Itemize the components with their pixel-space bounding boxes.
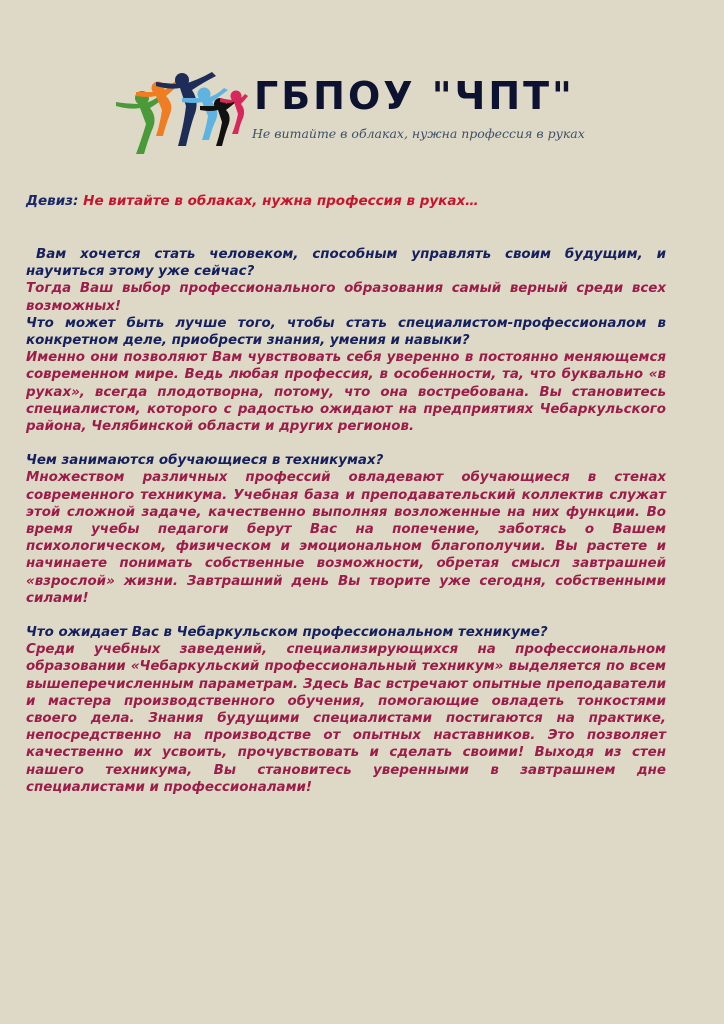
answer-paragraph: Среди учебных заведений, специализирующихся на профессиональном образовании «Чебаркульский профессиональный техникум» выделяется по всем вышеперечисленным параметрам. Здесь Вас встречают опытные преподаватели и мастера производственного обучения, помогающие овладеть тонкостями своего дела. Знания будущими специалистами постигаются на практике, непосредственно на производстве от опытных наставников. Это позволяет качественно их усвоить, прочувствовать и сделать своими! Выходя из стен нашего техникума, Вы становитесь уверенными в завтрашнем дне специалистами и профессионалами!	[26, 642, 666, 795]
motto-label: Девиз:	[26, 193, 79, 209]
motto-text: Не витайте в облаках, нужна профессия в руках…	[83, 193, 479, 209]
motto	[26, 193, 479, 209]
people-figures-icon	[112, 66, 248, 158]
paragraph-gap	[26, 435, 666, 452]
logo-title: ГБПОУ "ЧПТ"	[254, 74, 575, 118]
answer-paragraph: Множеством различных профессий овладевают обучающиеся в стенах современного техникума. Учебная база и преподавательский коллектив служат этой сложной задаче, качественно выполняя возложенные на них функции. Во время учебы педагоги берут Вас на попечение, заботясь о Вашем психологическом, физическом и эмоциональном благополучии. Вы растете и начинаете понимать собственные возможности, обретая смысл завтрашней «взрослой» жизни. Завтрашний день Вы творите уже сегодня, собственными силами!	[26, 470, 666, 606]
logo-slogan: Не витайте в облаках, нужна профессия в руках	[252, 126, 585, 141]
logo	[112, 66, 592, 162]
question-paragraph: Что ожидает Вас в Чебаркульском профессиональном техникуме?	[26, 625, 548, 641]
question-paragraph: Вам хочется стать человеком, способным управлять своим будущим, и научиться этому уже сейчас?	[26, 247, 666, 280]
question-paragraph: Чем занимаются обучающиеся в техникумах?	[26, 453, 384, 469]
body-text	[26, 246, 666, 796]
question-paragraph: Что может быть лучше того, чтобы стать специалистом-профессионалом в конкретном деле, приобрести знания, умения и навыки?	[26, 315, 666, 349]
answer-paragraph: Тогда Ваш выбор профессионального образования самый верный среди всех возможных!	[26, 281, 666, 314]
paragraph-gap	[26, 607, 666, 624]
answer-paragraph: Именно они позволяют Вам чувствовать себя уверенно в постоянно меняющемся современном мире. Ведь любая профессия, в особенности, та, что буквально «в руках», всегда плодотворна, потому, что она востребована. Вы становитесь специалистом, которого с радостью ожидают на предприятиях Чебаркульского района, Челябинской области и других регионов.	[26, 350, 666, 435]
